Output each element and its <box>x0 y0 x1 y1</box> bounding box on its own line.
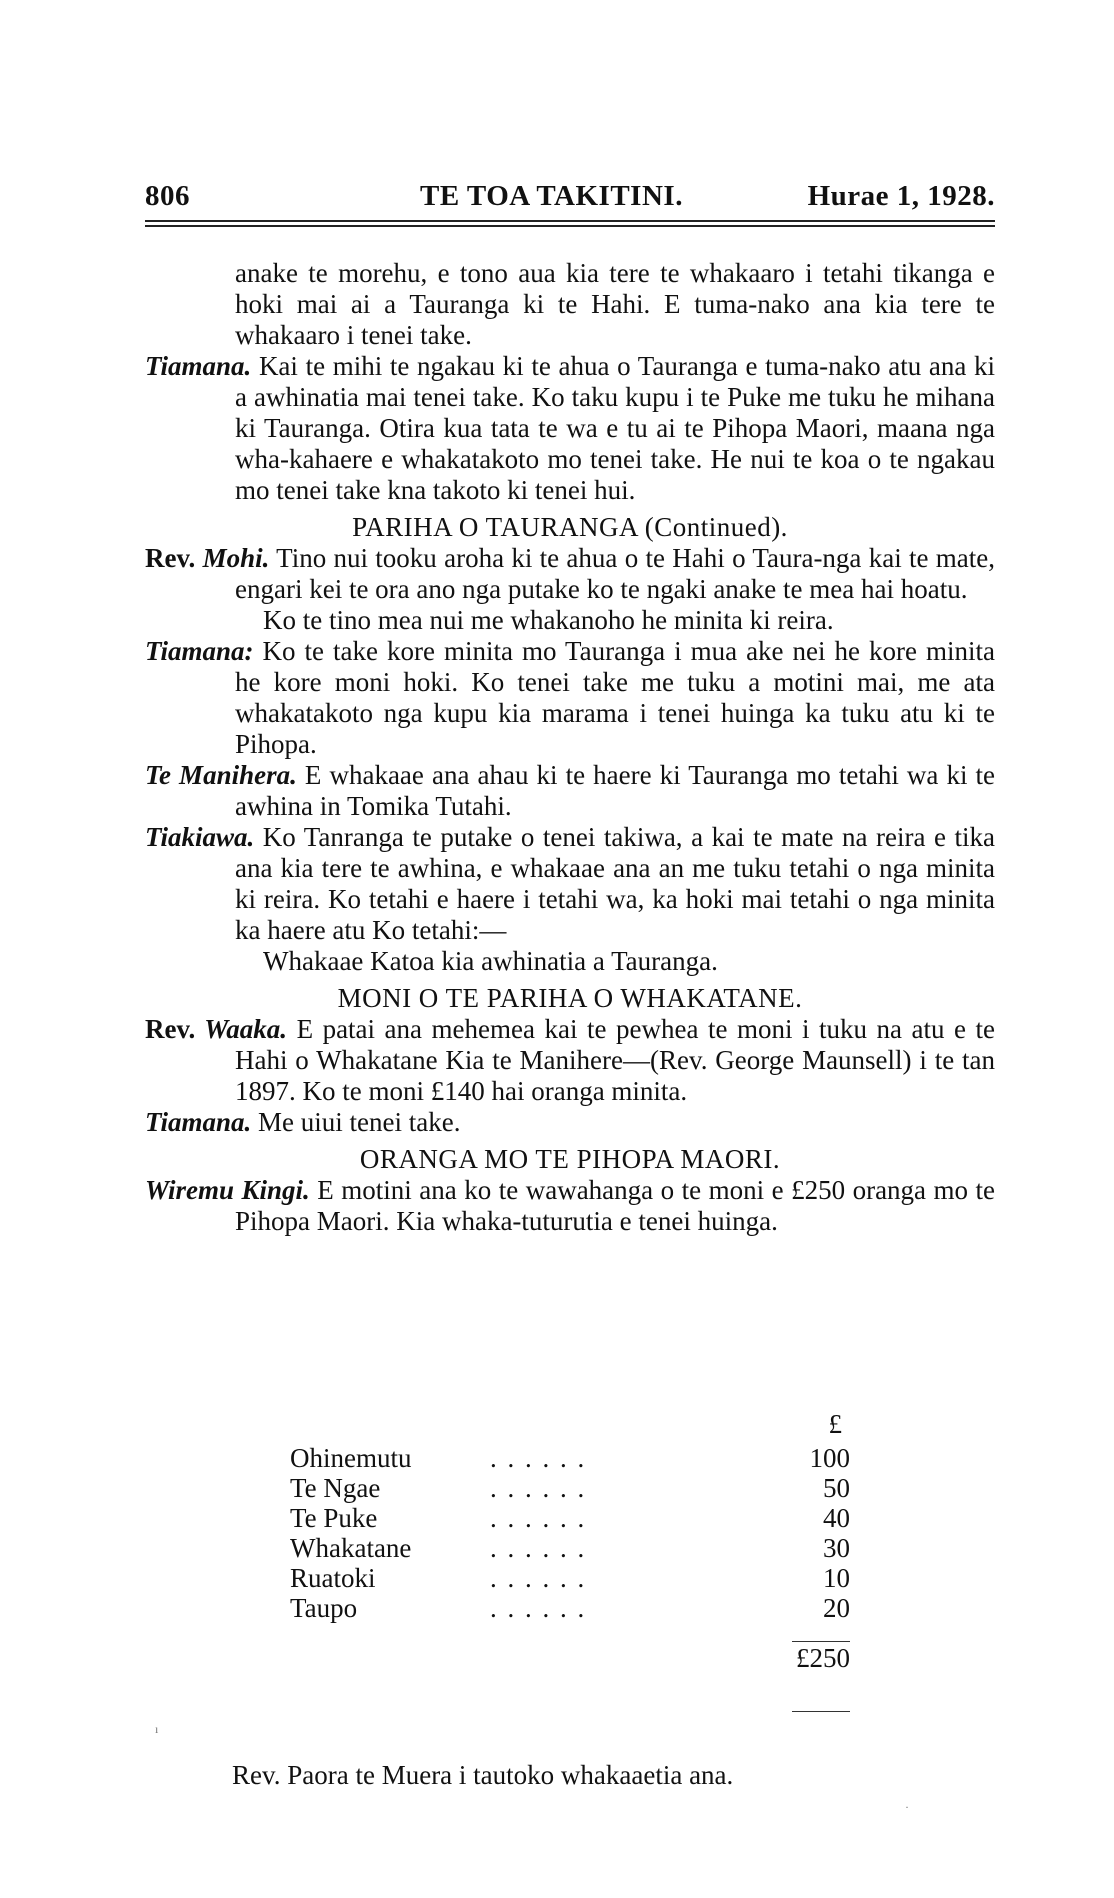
paragraph-wiremu-kingi: Wiremu Kingi. E motini ana ko te wawahanga o te moni e £250 oranga mo te Pihopa Maori. Kia whaka-tuturutia e tenei huinga. <box>145 1175 996 1236</box>
body-text <box>145 258 995 1237</box>
speaker-name: Tiamana. <box>145 351 252 381</box>
speaker-name: Wiremu Kingi. <box>145 1175 310 1205</box>
header-rule-bottom <box>145 225 995 227</box>
speaker-name: Tiamana. <box>145 1107 252 1137</box>
paragraph-indented: Ko te tino mea nui me whakanoho he minita ki reira. <box>263 605 834 635</box>
table-row: Taupo . . . . . . 20 <box>290 1593 850 1623</box>
speaker-name: Rev. Waaka. <box>145 1014 288 1044</box>
table-row: Te Ngae . . . . . . 50 <box>290 1473 850 1503</box>
journal-title: TE TOA TAKITINI. <box>420 180 683 212</box>
sum-rule <box>792 1641 850 1642</box>
issue-date: Hurae 1, 1928. <box>807 180 995 212</box>
paragraph-tiamana: Tiamana. Kai te mihi te ngakau ki te ahua o Tauranga e tuma-nako atu ana ki a awhinatia mai tenei take. Ko taku kupu i te Puke me tuku he mihana ki Tauranga. Otira kua tata te wa e tu ai te Pihopa Maori, maana nga wha-kahaere e whakatakoto mo tenei take. He nui te koa o te ngakau mo tenei take kna takoto ki tenei hui. <box>145 351 995 505</box>
speaker-name: Tiakiawa. <box>145 822 255 852</box>
paragraph-tiakiawa: Tiakiawa. Ko Tanranga te putake o tenei takiwa, a kai te mate na reira e tika ana kia tere te awhina, e whakaae ana an me tuku tetahi o nga minita ki reira. Ko tetahi e haere i tetahi wa, ka hoki mai tetahi o nga minita ka haere atu Ko tetahi:— <box>145 822 995 945</box>
speaker-name: Rev. Mohi. <box>145 543 270 573</box>
page-number: 806 <box>145 180 190 212</box>
paragraph-tiamana-2: Tiamana: Ko te take kore minita mo Tauranga i mua ake nei he kore minita he kore moni hoki. Ko tenei take me tuku a motini mai, me ata whakatakoto nga kupu kia marama i tenei huinga ka tuku atu ki te Pihopa. <box>145 636 996 759</box>
speaker-name: Tiamana: <box>145 636 254 666</box>
table-row: Ohinemutu . . . . . . 100 <box>290 1443 850 1473</box>
section-heading-moni-whakatane: MONI O TE PARIHA O WHAKATANE. <box>337 983 803 1013</box>
paragraph-rev-mohi: Rev. Mohi. Tino nui tooku aroha ki te ahua o te Hahi o Taura-nga kai te mate, engari kei te ora ano nga putake ko te ngaki anake te mea hai hoatu. <box>145 543 996 604</box>
print-speck: · <box>905 1800 909 1814</box>
running-header <box>145 180 995 214</box>
header-rule-top <box>145 220 995 222</box>
section-heading-oranga-pihopa: ORANGA MO TE PIHOPA MAORI. <box>359 1144 781 1174</box>
closing-line: Rev. Paora te Muera i tautoko whakaaetia ana. <box>232 1760 734 1790</box>
table-row: Ruatoki . . . . . . 10 <box>290 1563 850 1593</box>
total-rule <box>792 1711 850 1712</box>
currency-header: £ <box>828 1409 842 1439</box>
table-total-row <box>290 1643 850 1673</box>
allocation-table <box>290 1409 850 1673</box>
paragraph-continued: anake te morehu, e tono aua kia tere te whakaaro i tetahi tikanga e hoki mai ai a Tauranga ki te Hahi. E tuma-nako ana kia tere te whakaaro i tenei take. <box>235 258 995 350</box>
table-row: Te Puke . . . . . . 40 <box>290 1503 850 1533</box>
speaker-name: Te Manihera. <box>145 760 297 790</box>
paragraph-tiamana-3: Tiamana. Me uiui tenei take. <box>145 1107 461 1137</box>
table-total: £250 <box>796 1643 850 1673</box>
print-speck: ı <box>155 1722 159 1736</box>
paragraph-resolution: Whakaae Katoa kia awhinatia a Tauranga. <box>263 946 718 976</box>
paragraph-rev-waaka: Rev. Waaka. E patai ana mehemea kai te pewhea te moni i tuku na atu e te Hahi o Whakatane Kia te Manihere—(Rev. George Maunsell) i te tan 1897. Ko te moni £140 hai oranga minita. <box>145 1014 995 1106</box>
paragraph-te-manihera: Te Manihera. E whakaae ana ahau ki te haere ki Tauranga mo tetahi wa ki te awhina in Tomika Tutahi. <box>145 760 995 821</box>
table-row: Whakatane . . . . . . 30 <box>290 1533 850 1563</box>
section-heading-pariha-tauranga: PARIHA O TAURANGA (Continued). <box>352 512 788 542</box>
